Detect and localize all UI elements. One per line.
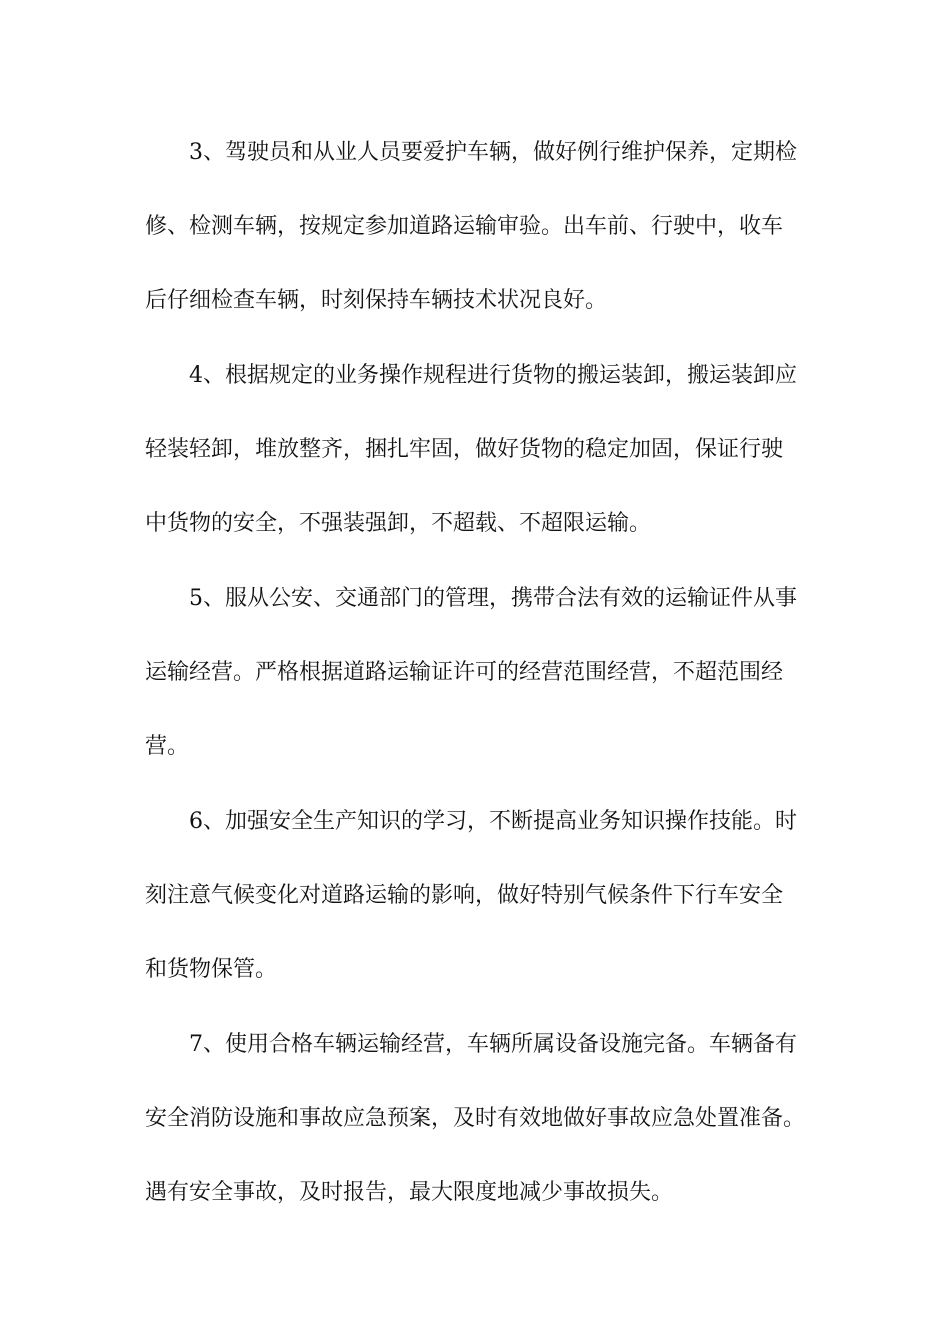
paragraph-4-line-1: 4、根据规定的业务操作规程进行货物的搬运装卸，搬运装卸应 <box>189 363 797 388</box>
paragraph-4-line-2: 轻装轻卸，堆放整齐，捆扎牢固，做好货物的稳定加固，保证行驶 <box>145 437 784 462</box>
paragraph-7-line-2: 安全消防设施和事故应急预案，及时有效地做好事故应急处置准备。 <box>145 1106 806 1131</box>
paragraph-6-line-1: 6、加强安全生产知识的学习，不断提高业务知识操作技能。时 <box>189 809 797 834</box>
paragraph-5-line-2: 运输经营。严格根据道路运输证许可的经营范围经营，不超范围经 <box>145 660 784 685</box>
paragraph-7-line-3: 遇有安全事故，及时报告，最大限度地减少事故损失。 <box>145 1180 674 1205</box>
paragraph-5-line-1: 5、服从公安、交通部门的管理，携带合法有效的运输证件从事 <box>189 586 797 611</box>
paragraph-5-line-3: 营。 <box>145 734 190 759</box>
paragraph-6-line-2: 刻注意气候变化对道路运输的影响，做好特别气候条件下行车安全 <box>145 883 784 908</box>
paragraph-7-line-1: 7、使用合格车辆运输经营，车辆所属设备设施完备。车辆备有 <box>189 1032 797 1057</box>
paragraph-3-line-3: 后仔细检查车辆，时刻保持车辆技术状况良好。 <box>145 288 608 313</box>
paragraph-3-line-2: 修、检测车辆，按规定参加道路运输审验。出车前、行驶中，收车 <box>145 214 784 239</box>
paragraph-6-line-3: 和货物保管。 <box>145 957 278 982</box>
paragraph-3-line-1: 3、驾驶员和从业人员要爱护车辆，做好例行维护保养，定期检 <box>189 140 797 165</box>
paragraph-4-line-3: 中货物的安全，不强装强卸，不超载、不超限运输。 <box>145 511 652 536</box>
